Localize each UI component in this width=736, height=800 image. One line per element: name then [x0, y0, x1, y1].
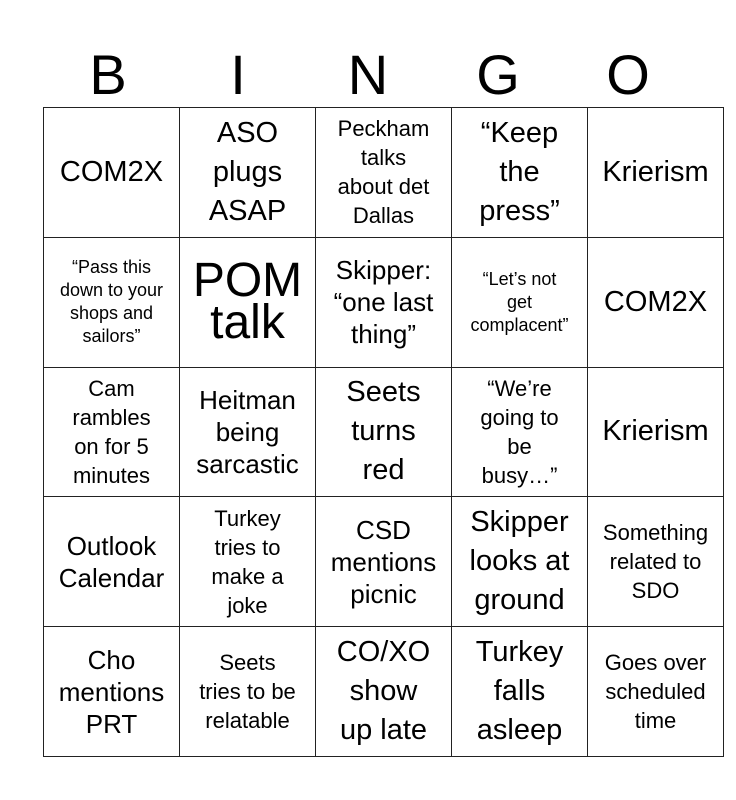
- bingo-cell[interactable]: “We’re going to be busy…”: [452, 367, 588, 497]
- bingo-row: [44, 497, 724, 627]
- header-letter-i: I: [230, 43, 246, 106]
- bingo-cell[interactable]: Cam rambles on for 5 minutes: [44, 367, 180, 497]
- bingo-cell[interactable]: Seets turns red: [316, 367, 452, 497]
- bingo-cell[interactable]: Skipper looks at ground: [452, 497, 588, 627]
- bingo-header: [43, 44, 693, 106]
- bingo-row: [44, 108, 724, 238]
- header-letter-g: G: [476, 43, 520, 106]
- bingo-row: [44, 627, 724, 757]
- bingo-cell[interactable]: “Let’s not get complacent”: [452, 237, 588, 367]
- bingo-cell[interactable]: ASO plugs ASAP: [180, 108, 316, 238]
- bingo-cell[interactable]: Skipper: “one last thing”: [316, 237, 452, 367]
- bingo-cell[interactable]: Something related to SDO: [588, 497, 724, 627]
- bingo-cell[interactable]: COM2X: [44, 108, 180, 238]
- bingo-cell[interactable]: Krierism: [588, 367, 724, 497]
- bingo-cell[interactable]: “Pass this down to your shops and sailors”: [44, 237, 180, 367]
- bingo-cell[interactable]: Cho mentions PRT: [44, 627, 180, 757]
- bingo-cell[interactable]: Peckham talks about det Dallas: [316, 108, 452, 238]
- bingo-cell[interactable]: Krierism: [588, 108, 724, 238]
- bingo-card-grid: [43, 107, 724, 757]
- bingo-row: [44, 237, 724, 367]
- bingo-cell[interactable]: Outlook Calendar: [44, 497, 180, 627]
- bingo-cell[interactable]: CSD mentions picnic: [316, 497, 452, 627]
- bingo-cell[interactable]: CO/XO show up late: [316, 627, 452, 757]
- header-letter-b: B: [89, 43, 127, 106]
- bingo-cell[interactable]: COM2X: [588, 237, 724, 367]
- bingo-row: [44, 367, 724, 497]
- bingo-cell[interactable]: “Keep the press”: [452, 108, 588, 238]
- bingo-cell[interactable]: Heitman being sarcastic: [180, 367, 316, 497]
- header-letter-n: N: [347, 43, 389, 106]
- header-letter-o: O: [606, 43, 650, 106]
- bingo-cell[interactable]: Goes over scheduled time: [588, 627, 724, 757]
- bingo-cell[interactable]: POM talk: [180, 237, 316, 367]
- bingo-cell[interactable]: Turkey tries to make a joke: [180, 497, 316, 627]
- bingo-cell[interactable]: Seets tries to be relatable: [180, 627, 316, 757]
- bingo-cell[interactable]: Turkey falls asleep: [452, 627, 588, 757]
